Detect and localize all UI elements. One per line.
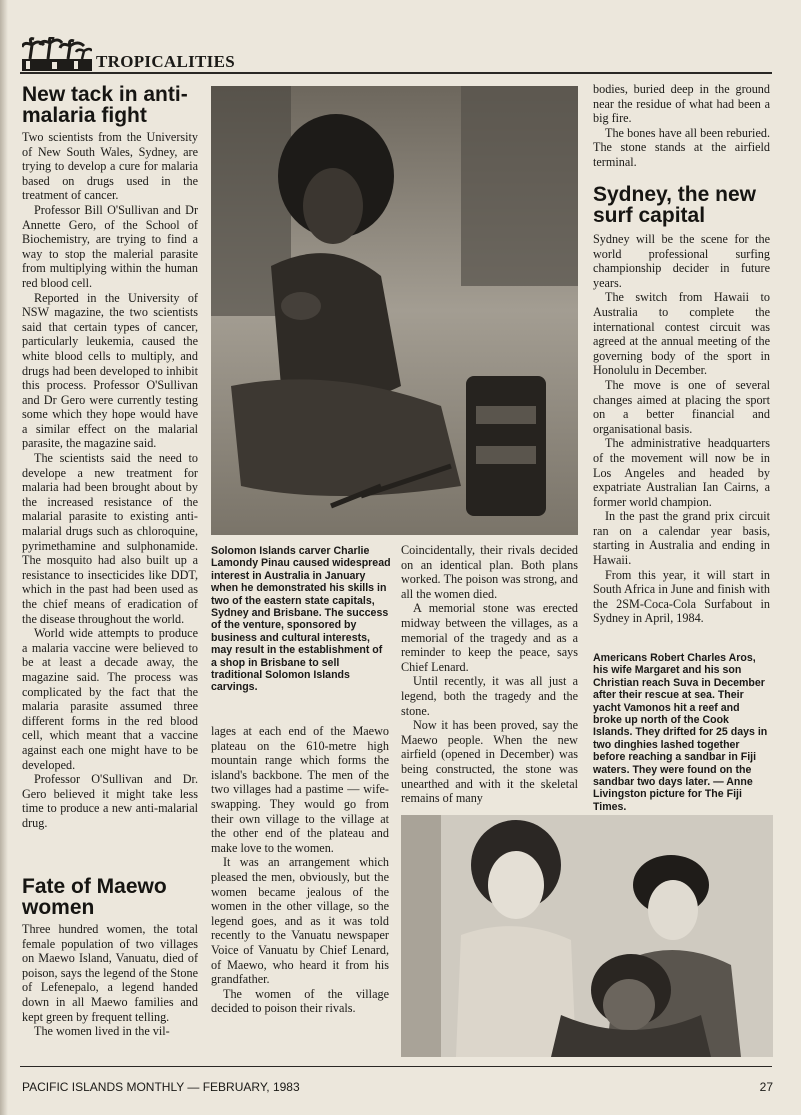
page-number: 27 (759, 1080, 773, 1094)
malaria-paragraph: Reported in the University of NSW magazine, the two scientists said that certain types of cancer, particularly leukemia, caused the white blood cells to multiply, and drugs had been developed to inhibit this process. Professor O'Sullivan and Dr Gero were currently testing some which they hope would have a similar effect on the malarial parasite, the magazine said. (22, 290, 198, 451)
maewo-paragraph: The women of the village decided to poison their rivals. (211, 986, 389, 1016)
malaria-paragraph: Professor Bill O'Sullivan and Dr Annette Gero, of the School of Biochemistry, are trying to find a way to stop the malerial parasite from multiplying within the human red blood cell. (22, 202, 198, 290)
footer-rule (20, 1066, 772, 1067)
maewo-paragraph: The bones have all been reburied. The stone stands at the airfield terminal. (593, 125, 770, 169)
maewo-paragraph: The women lived in the vil- (34, 1024, 170, 1039)
maewo-paragraph: A memorial stone was erected midway between the villages, as a memorial of the tragedy and as a reminder to keep the peace, says Chief Lenard. (401, 601, 578, 674)
maewo-headline: Fate of Maewo women (22, 875, 167, 919)
surf-paragraph: The administrative headquarters of the movement will now be in Los Angeles and headed by expatriate Australian Ian Cairns, a former world champion. (593, 436, 770, 509)
maewo-body-col2 (211, 724, 389, 1060)
surf-paragraph: The switch from Hawaii to Australia to complete the international contest circuit was agreed at the annual meeting of the governing body of the sport in Honolulu in December. (593, 290, 770, 378)
maewo-paragraph: Now it has been proved, say the Maewo people. When the new airfield (opened in December) was being constructed, the stone was unearthed and with it the skeletal remains of many (401, 718, 578, 806)
maewo-body-col4 (593, 82, 770, 174)
surf-paragraph: The move is one of several changes aimed at placing the sport on a better financial and organisational basis. (593, 377, 770, 436)
malaria-headline: New tack in anti-malaria fight (22, 83, 188, 127)
maewo-paragraph: Three hundred women, the total female population of two villages on Maewo Island, Vanuatu, died of poison, says the legend of the Stone of Lefenepalo, a legend handed down in all Maewo families and kept green by frequent telling. (22, 922, 198, 1024)
carver-photo (211, 86, 578, 535)
page-fold-shadow (0, 0, 8, 1115)
malaria-paragraph: World wide attempts to produce a malaria vaccine were believed to be at least a decade away, the magazine said. The process was complicated by the fact that the malaria parasite assumed three different forms in the red blood cell, which meant that a vaccine against each one might have to be developed. (22, 626, 198, 772)
maewo-paragraph: lages at each end of the Maewo plateau on the 610-metre high mountain range which forms the island's backbone. The men of the two villages had a pastime — wife-swapping. They would go from their own village to the village at the other end of the plateau and make love to the women. (211, 724, 389, 855)
header-rule (20, 72, 772, 74)
malaria-paragraph: The scientists said the need to develope a new treatment for malaria had been brought about by the increased resistance of the malarial parasite to existing anti-malarial drugs such as chloroquine, pyrimethamine and sulphonamide. The mosquito had also built up a resistance to insecticides like DDT, which in the past had been used as the chief means of eradication of the disease throughout the world. (22, 451, 198, 626)
maewo-paragraph: bodies, buried deep in the ground near the residue of what had been a big fire. (593, 82, 770, 126)
publication-footer: PACIFIC ISLANDS MONTHLY — FEBRUARY, 1983 (22, 1080, 300, 1094)
maewo-body-col1 (22, 922, 198, 1058)
aros-family-photo (401, 815, 773, 1057)
malaria-paragraph: Professor O'Sullivan and Dr. Gero believed it might take less time to produce a new anti-malarial drug. (22, 772, 198, 830)
maewo-paragraph: It was an arrangement which pleased the men, obviously, but the women became jealous of the women in the other village, so the legend goes, and as it was told recently to the Vanuatu newspaper Voice of Vanuatu by Chief Lenard, of Maewo, who heard it from his grandfather. (211, 855, 389, 987)
surf-body (593, 232, 770, 632)
section-title: TROPICALITIES (96, 52, 235, 71)
malaria-body (22, 130, 198, 858)
maewo-paragraph: Coincidentally, their rivals decided on an identical plan. Both plans worked. The poison was strong, and all the women died. (401, 543, 578, 601)
surf-paragraph: Sydney will be the scene for the world professional surfing championship decider in future years. (593, 232, 770, 290)
aros-caption: Americans Robert Charles Aros, his wife Margaret and his son Christian reach Suva in December after their rescue at sea. Their yacht Vamonos hit a reef and broke up north of the Cook Islands. They drifted for 25 days in two dinghies lashed together before reaching a sandbar in Fiji waters. They were found on the sandbar two days later. — Anne Livingston picture for The Fiji Times. (593, 652, 768, 813)
maewo-paragraph: Until recently, it was all just a legend, both the tragedy and the stone. (401, 674, 578, 718)
surf-paragraph: From this year, it will start in South Africa in June and finish with the 2SM-Coca-Cola Surfabout in Sydney in April, 1984. (593, 567, 770, 626)
surf-headline: Sydney, the new surf capital (593, 183, 756, 227)
surf-paragraph: In the past the grand prix circuit ran on a calendar year basis, starting in Australia and ending in Hawaii. (593, 509, 770, 568)
palm-trees-logo-icon (22, 37, 92, 71)
carver-caption: Solomon Islands carver Charlie Lamondy Pinau caused widespread interest in Australia in January when he demonstrated his skills in two of the eastern state capitals, Sydney and Brisbane. The success of the venture, sponsored by business and cultural interests, may result in the establishment of a shop in Brisbane to sell traditional Solomon Islands carvings. (211, 545, 391, 694)
maewo-body-col3 (401, 543, 578, 808)
malaria-paragraph: Two scientists from the University of New South Wales, Sydney, are trying to develop a cure for malaria based on drugs used in the treatment of cancer. (22, 130, 198, 203)
